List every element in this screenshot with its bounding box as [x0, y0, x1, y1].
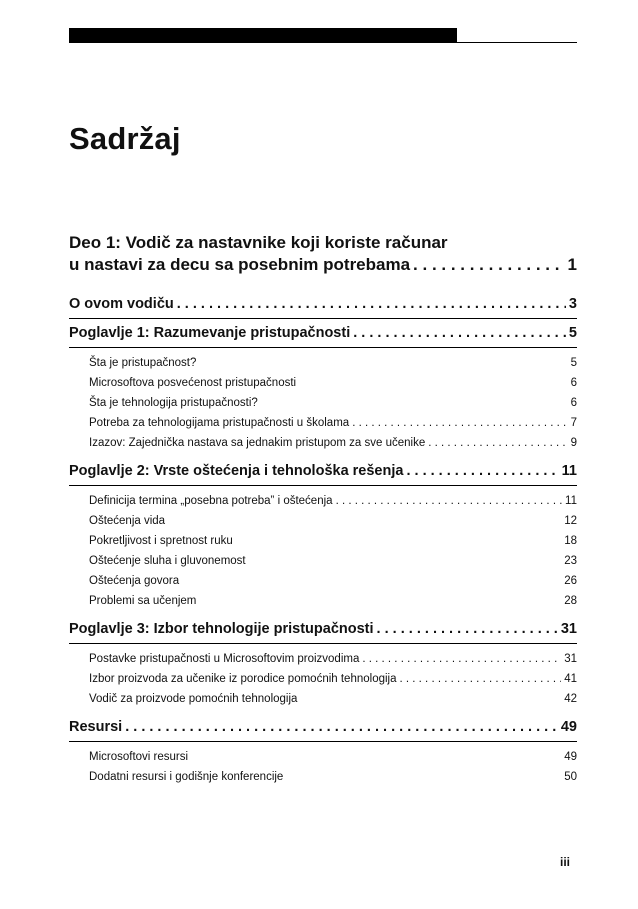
entry-page: 7 — [570, 417, 577, 429]
entry-page: 12 — [564, 515, 577, 527]
toc-entry[interactable] — [69, 353, 577, 373]
toc-chapter[interactable] — [69, 713, 577, 742]
entry-title: Oštećenja vida — [89, 515, 166, 527]
toc-entry[interactable] — [69, 531, 577, 551]
entry-title: Postavke pristupačnosti u Microsoftovim proizvodima — [89, 653, 360, 665]
chapter-title: Resursi — [69, 719, 123, 735]
entry-page: 18 — [564, 535, 577, 547]
entry-page: 26 — [564, 575, 577, 587]
chapter-title: Poglavlje 3: Izbor tehnologije pristupačnosti — [69, 621, 374, 637]
toc-entry[interactable] — [69, 747, 577, 767]
toc-entry[interactable] — [69, 767, 577, 787]
entry-title: Izbor proizvoda za učenike iz porodice pomoćnih tehnologija — [89, 673, 397, 685]
entry-page: 31 — [564, 653, 577, 665]
entry-title: Microsoftova posvećenost pristupačnosti — [89, 377, 297, 389]
dot-leader — [352, 413, 567, 433]
header-rule-bar — [69, 28, 457, 43]
dot-leader — [413, 254, 564, 276]
toc-entry[interactable] — [69, 649, 577, 669]
part-title-line1: Deo 1: Vodič za nastavnike koji koriste računar — [69, 233, 448, 252]
entry-page: 11 — [565, 495, 577, 507]
toc-entry[interactable] — [69, 373, 577, 393]
entry-page: 9 — [570, 437, 577, 449]
entry-title: Dodatni resursi i godišnje konferencije — [89, 771, 284, 783]
toc-chapter[interactable] — [69, 319, 577, 348]
entry-page: 6 — [570, 377, 577, 389]
toc-entry[interactable] — [69, 433, 577, 453]
table-of-contents — [69, 232, 577, 791]
entry-title: Problemi sa učenjem — [89, 595, 197, 607]
dot-leader — [428, 433, 567, 453]
entry-title: Potreba za tehnologijama pristupačnosti u školama — [89, 417, 350, 429]
page-number: iii — [560, 855, 571, 869]
dot-leader — [125, 713, 558, 741]
entry-title: Pokretljivost i spretnost ruku — [89, 535, 233, 547]
dot-leader — [177, 290, 566, 318]
chapter-page: 11 — [561, 463, 577, 479]
toc-entry[interactable] — [69, 689, 577, 709]
toc-entry[interactable] — [69, 511, 577, 531]
chapter-page: 49 — [560, 719, 577, 735]
part-title-row — [69, 254, 577, 276]
entry-title: Izazov: Zajednička nastava sa jednakim pristupom za sve učenike — [89, 437, 426, 449]
chapter-title: Poglavlje 1: Razumevanje pristupačnosti — [69, 325, 351, 341]
dot-leader — [353, 319, 566, 347]
toc-chapter[interactable] — [69, 290, 577, 319]
entry-title: Vodič za proizvode pomoćnih tehnologija — [89, 693, 298, 705]
entry-page: 6 — [570, 397, 577, 409]
part-title-line2: u nastavi za decu sa posebnim potrebama — [69, 255, 411, 274]
chapter-list — [69, 290, 577, 787]
chapter-page: 5 — [568, 325, 577, 341]
dot-leader — [336, 491, 562, 511]
toc-entry[interactable] — [69, 491, 577, 511]
entry-title: Šta je pristupačnost? — [89, 357, 197, 369]
entry-page: 23 — [564, 555, 577, 567]
entry-title: Definicija termina „posebna potreba” i oštećenja — [89, 495, 333, 507]
part-heading[interactable] — [69, 232, 577, 276]
entry-title: Šta je tehnologija pristupačnosti? — [89, 397, 258, 409]
entry-page: 5 — [570, 357, 577, 369]
header-rule-line — [457, 42, 577, 43]
entry-title: Microsoftovi resursi — [89, 751, 189, 763]
dot-leader — [362, 649, 561, 669]
toc-chapter[interactable] — [69, 615, 577, 644]
entry-page: 41 — [564, 673, 577, 685]
chapter-title: O ovom vodiču — [69, 296, 174, 312]
page-title: Sadržaj — [69, 121, 181, 156]
entry-page: 42 — [564, 693, 577, 705]
entry-page: 50 — [564, 771, 577, 783]
toc-entry[interactable] — [69, 591, 577, 611]
dot-leader — [406, 457, 558, 485]
toc-entry[interactable] — [69, 393, 577, 413]
chapter-page: 31 — [560, 621, 577, 637]
part-page: 1 — [567, 255, 577, 274]
toc-chapter[interactable] — [69, 457, 577, 486]
entry-page: 49 — [564, 751, 577, 763]
entry-page: 28 — [564, 595, 577, 607]
entry-title: Oštećenja govora — [89, 575, 180, 587]
chapter-page: 3 — [568, 296, 577, 312]
chapter-title: Poglavlje 2: Vrste oštećenja i tehnološka rešenja — [69, 463, 404, 479]
toc-entry[interactable] — [69, 413, 577, 433]
dot-leader — [377, 615, 558, 643]
dot-leader — [400, 669, 562, 689]
toc-entry[interactable] — [69, 571, 577, 591]
toc-entry[interactable] — [69, 551, 577, 571]
entry-title: Oštećenje sluha i gluvonemost — [89, 555, 246, 567]
toc-entry[interactable] — [69, 669, 577, 689]
